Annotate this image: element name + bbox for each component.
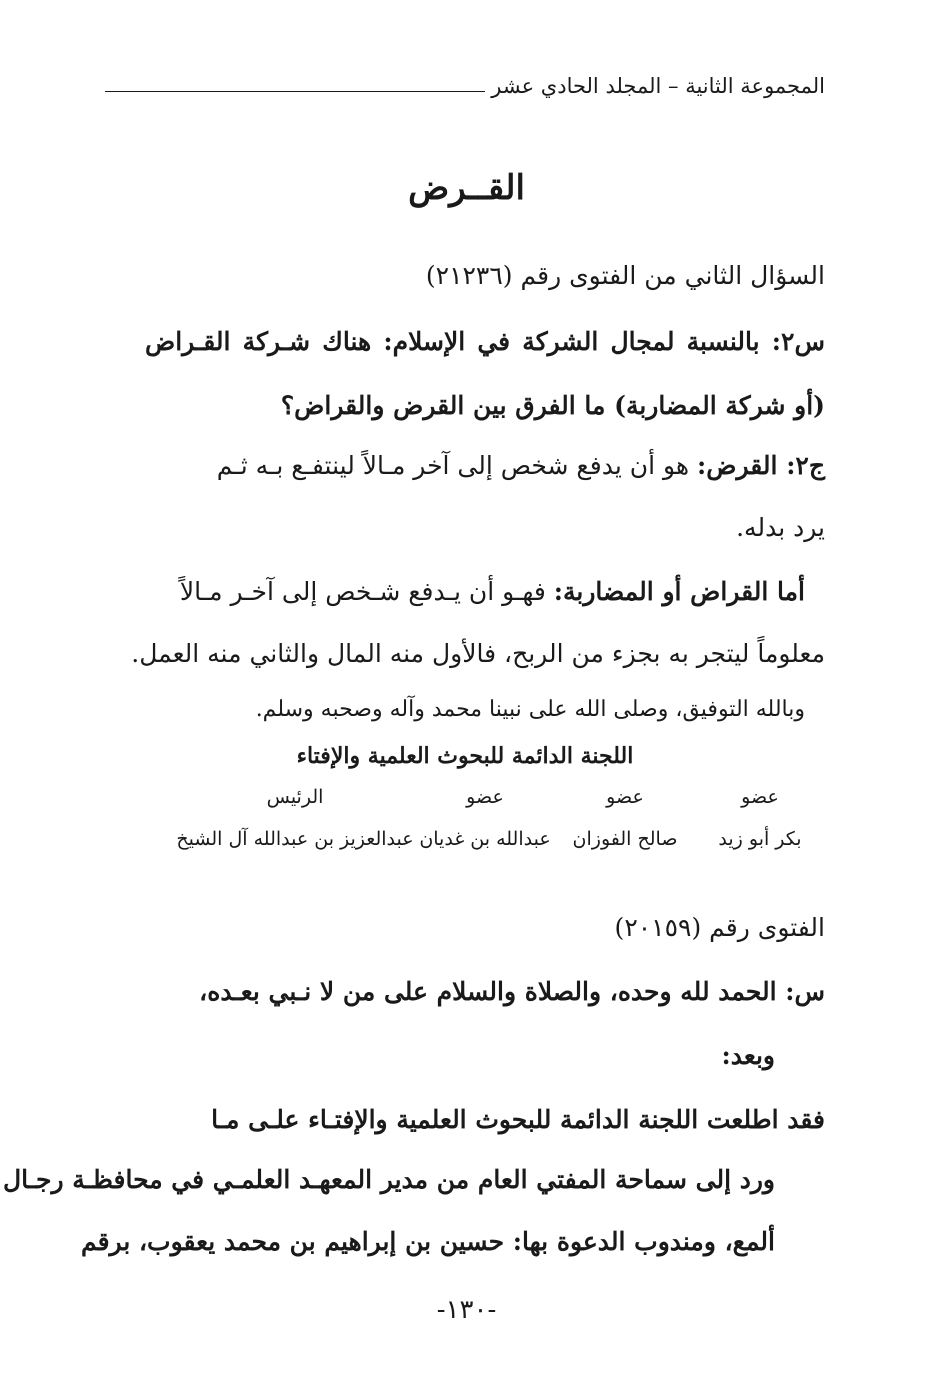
- fatwa-2-line-4: ورد إلى سماحة المفتي العام من مدير المعهـد العلمـي في محافظـة رجـال: [2, 1165, 775, 1194]
- header-rule: [105, 91, 485, 92]
- page-number: -١٣٠-: [436, 1295, 497, 1325]
- fatwa-2-line-2: وبعد:: [721, 1041, 775, 1070]
- question-line-1-text: س٢: بالنسبة لمجال الشركة في الإسلام: هناك شـركة القـراض: [145, 327, 825, 356]
- signatory-role: الرئيس: [266, 786, 324, 808]
- fatwa-2-line-5: ألمع، ومندوب الدعوة بها: حسين بن إبراهيم بن محمد يعقوب، برقم: [80, 1227, 775, 1256]
- signatory-role: عضو: [606, 786, 644, 808]
- answer-text: هو أن يدفع شخص إلى آخر مـالاً لينتفـع بـه ثـم: [216, 451, 698, 480]
- signatory-role: عضو: [466, 786, 504, 808]
- fatwa-2-line-3: فقد اطلعت اللجنة الدائمة للبحوث العلمية والإفتـاء علـى مـا: [211, 1105, 825, 1134]
- answer-line-3: [105, 572, 805, 612]
- chapter-title: القــرض: [408, 168, 525, 208]
- fatwa-2-number-line: الفتوى رقم (٢٠١٥٩): [614, 913, 825, 942]
- signatory-role: عضو: [741, 786, 779, 808]
- qirad-text: فهـو أن يـدفع شـخص إلى آخـر مـالاً: [179, 577, 554, 606]
- signatory-name: صالح الفوزان: [572, 828, 678, 850]
- answer-label: ج٢: القرض:: [697, 451, 825, 480]
- answer-line-1: [105, 446, 825, 486]
- signatory-roles: [105, 782, 825, 812]
- qirad-label: أما القراض أو المضاربة:: [553, 577, 805, 606]
- running-header: [105, 66, 825, 106]
- question-line-1: [105, 322, 825, 362]
- closing-line: وبالله التوفيق، وصلى الله على نبينا محمد وآله وصحبه وسلم.: [255, 697, 805, 722]
- question-line-2: (أو شركة المضاربة) ما الفرق بين القرض والقراض؟: [280, 391, 825, 420]
- signatory-names: [105, 824, 825, 854]
- fatwa-number-line: السؤال الثاني من الفتوى رقم (٢١٢٣٦): [425, 261, 825, 290]
- signatory-name: عبدالله بن غديان: [419, 828, 551, 850]
- committee-name: اللجنة الدائمة للبحوث العلمية والإفتاء: [296, 743, 634, 769]
- fatwa-2-line-1: س: الحمد لله وحده، والصلاة والسلام على من لا نـبي بعـده،: [199, 977, 825, 1006]
- answer-line-2: يرد بدله.: [736, 513, 825, 542]
- signatory-name: عبدالعزيز بن عبدالله آل الشيخ: [176, 828, 414, 850]
- signatory-name: بكر أبو زيد: [718, 828, 802, 850]
- running-title: المجموعة الثانية – المجلد الحادي عشر: [491, 74, 825, 98]
- answer-line-4: معلوماً ليتجر به بجزء من الربح، فالأول منه المال والثاني منه العمل.: [131, 639, 825, 668]
